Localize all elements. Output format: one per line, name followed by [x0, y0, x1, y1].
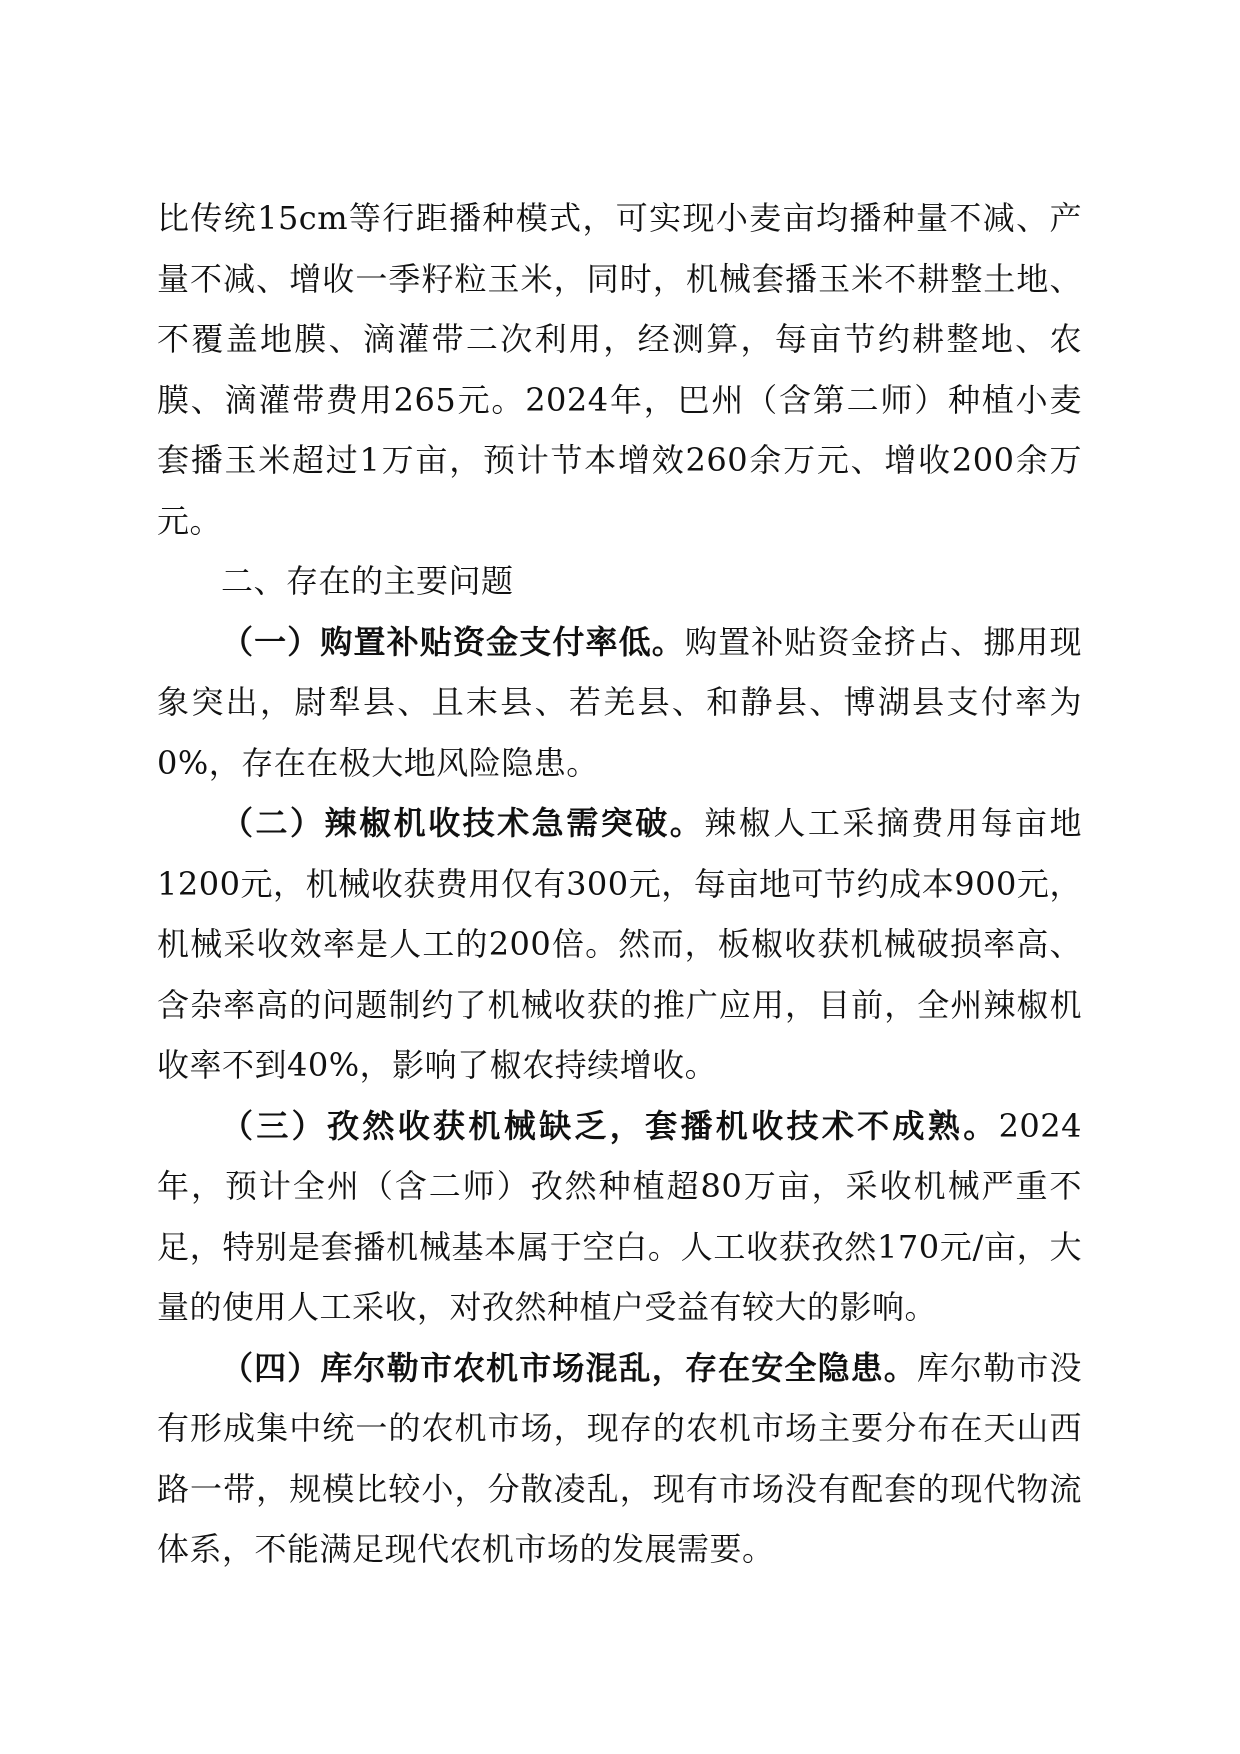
- problem-item-3-lead: （三）孜然收获机械缺乏，套播机收技术不成熟。: [221, 1106, 999, 1145]
- section-heading: 二、存在的主要问题: [221, 562, 514, 600]
- problem-item-1-body: 购置补贴资金挤占、挪用现象突出，尉犁县、且末县、若羌县、和静县、博湖县支付率为0%，存在在极大地风险隐患。: [157, 622, 1082, 782]
- problem-item-4-lead: （四）库尔勒市农机市场混乱，存在安全隐患。: [221, 1348, 917, 1387]
- problem-item-3-body: 2024年，预计全州（含二师）孜然种植超80万亩，采收机械严重不足，特别是套播机械基本属于空白。人工收获孜然170元/亩，大量的使用人工采收，对孜然种植户受益有较大的影响。: [157, 1106, 1082, 1326]
- problem-item-1: [157, 612, 1082, 794]
- problem-item-2-lead: （二）辣椒机收技术急需突破。: [221, 804, 705, 842]
- problem-item-4-body: 库尔勒市没有形成集中统一的农机市场，现存的农机市场主要分布在天山西路一带，规模比较小，分散凌乱，现有市场没有配套的现代物流体系，不能满足现代农机市场的发展需要。: [157, 1348, 1082, 1568]
- document-page: [157, 188, 1082, 1580]
- problem-item-2-body: 辣椒人工采摘费用每亩地1200元，机械收获费用仅有300元，每亩地可节约成本900元，机械采收效率是人工的200倍。然而，板椒收获机械破损率高、含杂率高的问题制约了机械收获的推广应用，目前，全州辣椒机收率不到40%，影响了椒农持续增收。: [157, 804, 1082, 1084]
- problem-item-2: [157, 793, 1082, 1096]
- problem-item-3: [157, 1096, 1082, 1338]
- intro-paragraph: 比传统15cm等行距播种模式，可实现小麦亩均播种量不减、产量不减、增收一季籽粒玉米，同时，机械套播玉米不耕整土地、不覆盖地膜、滴灌带二次利用，经测算，每亩节约耕整地、农膜、滴灌带费用265元。2024年，巴州（含第二师）种植小麦套播玉米超过1万亩，预计节本增效260余万元、增收200余万元。: [157, 199, 1082, 540]
- problem-item-4: [157, 1338, 1082, 1580]
- problem-item-1-lead: （一）购置补贴资金支付率低。: [221, 622, 685, 661]
